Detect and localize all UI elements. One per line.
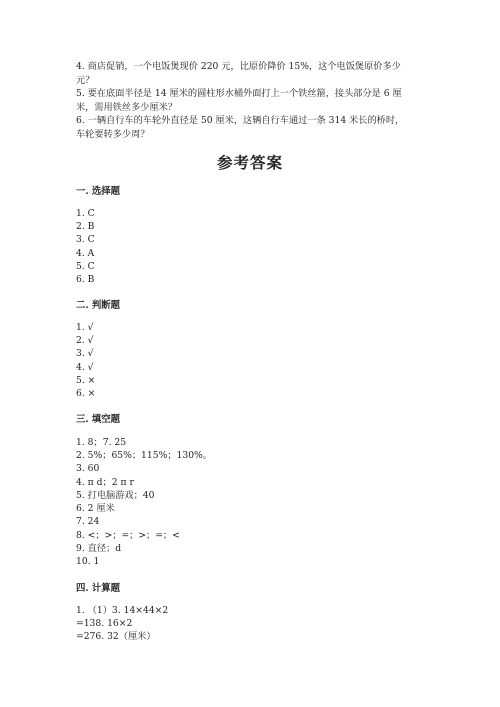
question-4-line1: 4. 商店促销，一个电饭煲现价 220 元，比原价降价 15%，这个电饭煲原价多少 [76,61,401,72]
fill-answer-2: 2. 5%；65%；115%；130%。 [76,450,212,461]
question-6 [76,114,436,141]
answer-title: 参考答案 [216,153,283,172]
calc-answer-line-1: 1. （1）3. 14×44×2 [76,605,169,616]
section-heading-fill-blank: 三. 填空题 [76,414,121,425]
judgement-answer-5: 5. × [76,375,96,386]
calc-answer-line-2: =138. 16×2 [76,618,133,629]
fill-answer-9: 9. 直径；d [76,543,122,554]
question-5-line2: 米，需用铁丝多少厘米？ [76,101,178,113]
judgement-answer-1: 1. √ [76,322,94,333]
choice-answer-5: 5. C [76,261,95,272]
calc-answer-line-3: =276. 32（厘米） [76,631,156,642]
fill-answer-3: 3. 60 [76,463,100,474]
fill-answer-5: 5. 打电脑游戏；40 [76,490,155,501]
judgement-answer-3: 3. √ [76,348,94,359]
question-4 [76,60,436,87]
section-heading-choice: 一. 选择题 [76,186,121,197]
judgement-answer-4: 4. √ [76,362,94,373]
choice-answer-6: 6. B [76,274,95,285]
question-6-line1: 6. 一辆自行车的车轮外直径是 50 厘米，这辆自行车通过一条 314 米长的桥时， [76,115,405,126]
question-5-line1: 5. 要在底面半径是 14 厘米的圆柱形水桶外面打上一个铁丝箍，接头部分是 6 厘 [76,88,402,99]
question-5 [76,87,436,114]
fill-answer-10: 10. 1 [76,556,100,567]
judgement-answer-2: 2. √ [76,335,94,346]
choice-answer-3: 3. C [76,234,95,245]
judgement-answer-6: 6. × [76,388,96,399]
fill-answer-4: 4. π d；2 π r [76,477,134,488]
question-4-line2: 元？ [76,74,95,86]
choice-answer-1: 1. C [76,208,95,219]
choice-answer-4: 4. A [76,248,95,259]
fill-answer-6: 6. 2 厘米 [76,503,115,514]
fill-answer-1: 1. 8；7. 25 [76,437,127,448]
fill-answer-8: 8. <；>；=；>；=；< [76,530,180,541]
question-6-line2: 车轮要转多少周？ [76,128,150,140]
section-heading-judgement: 二. 判断题 [76,300,121,311]
choice-answer-2: 2. B [76,221,95,232]
section-heading-calculation: 四. 计算题 [76,583,121,594]
fill-answer-7: 7. 24 [76,516,100,527]
